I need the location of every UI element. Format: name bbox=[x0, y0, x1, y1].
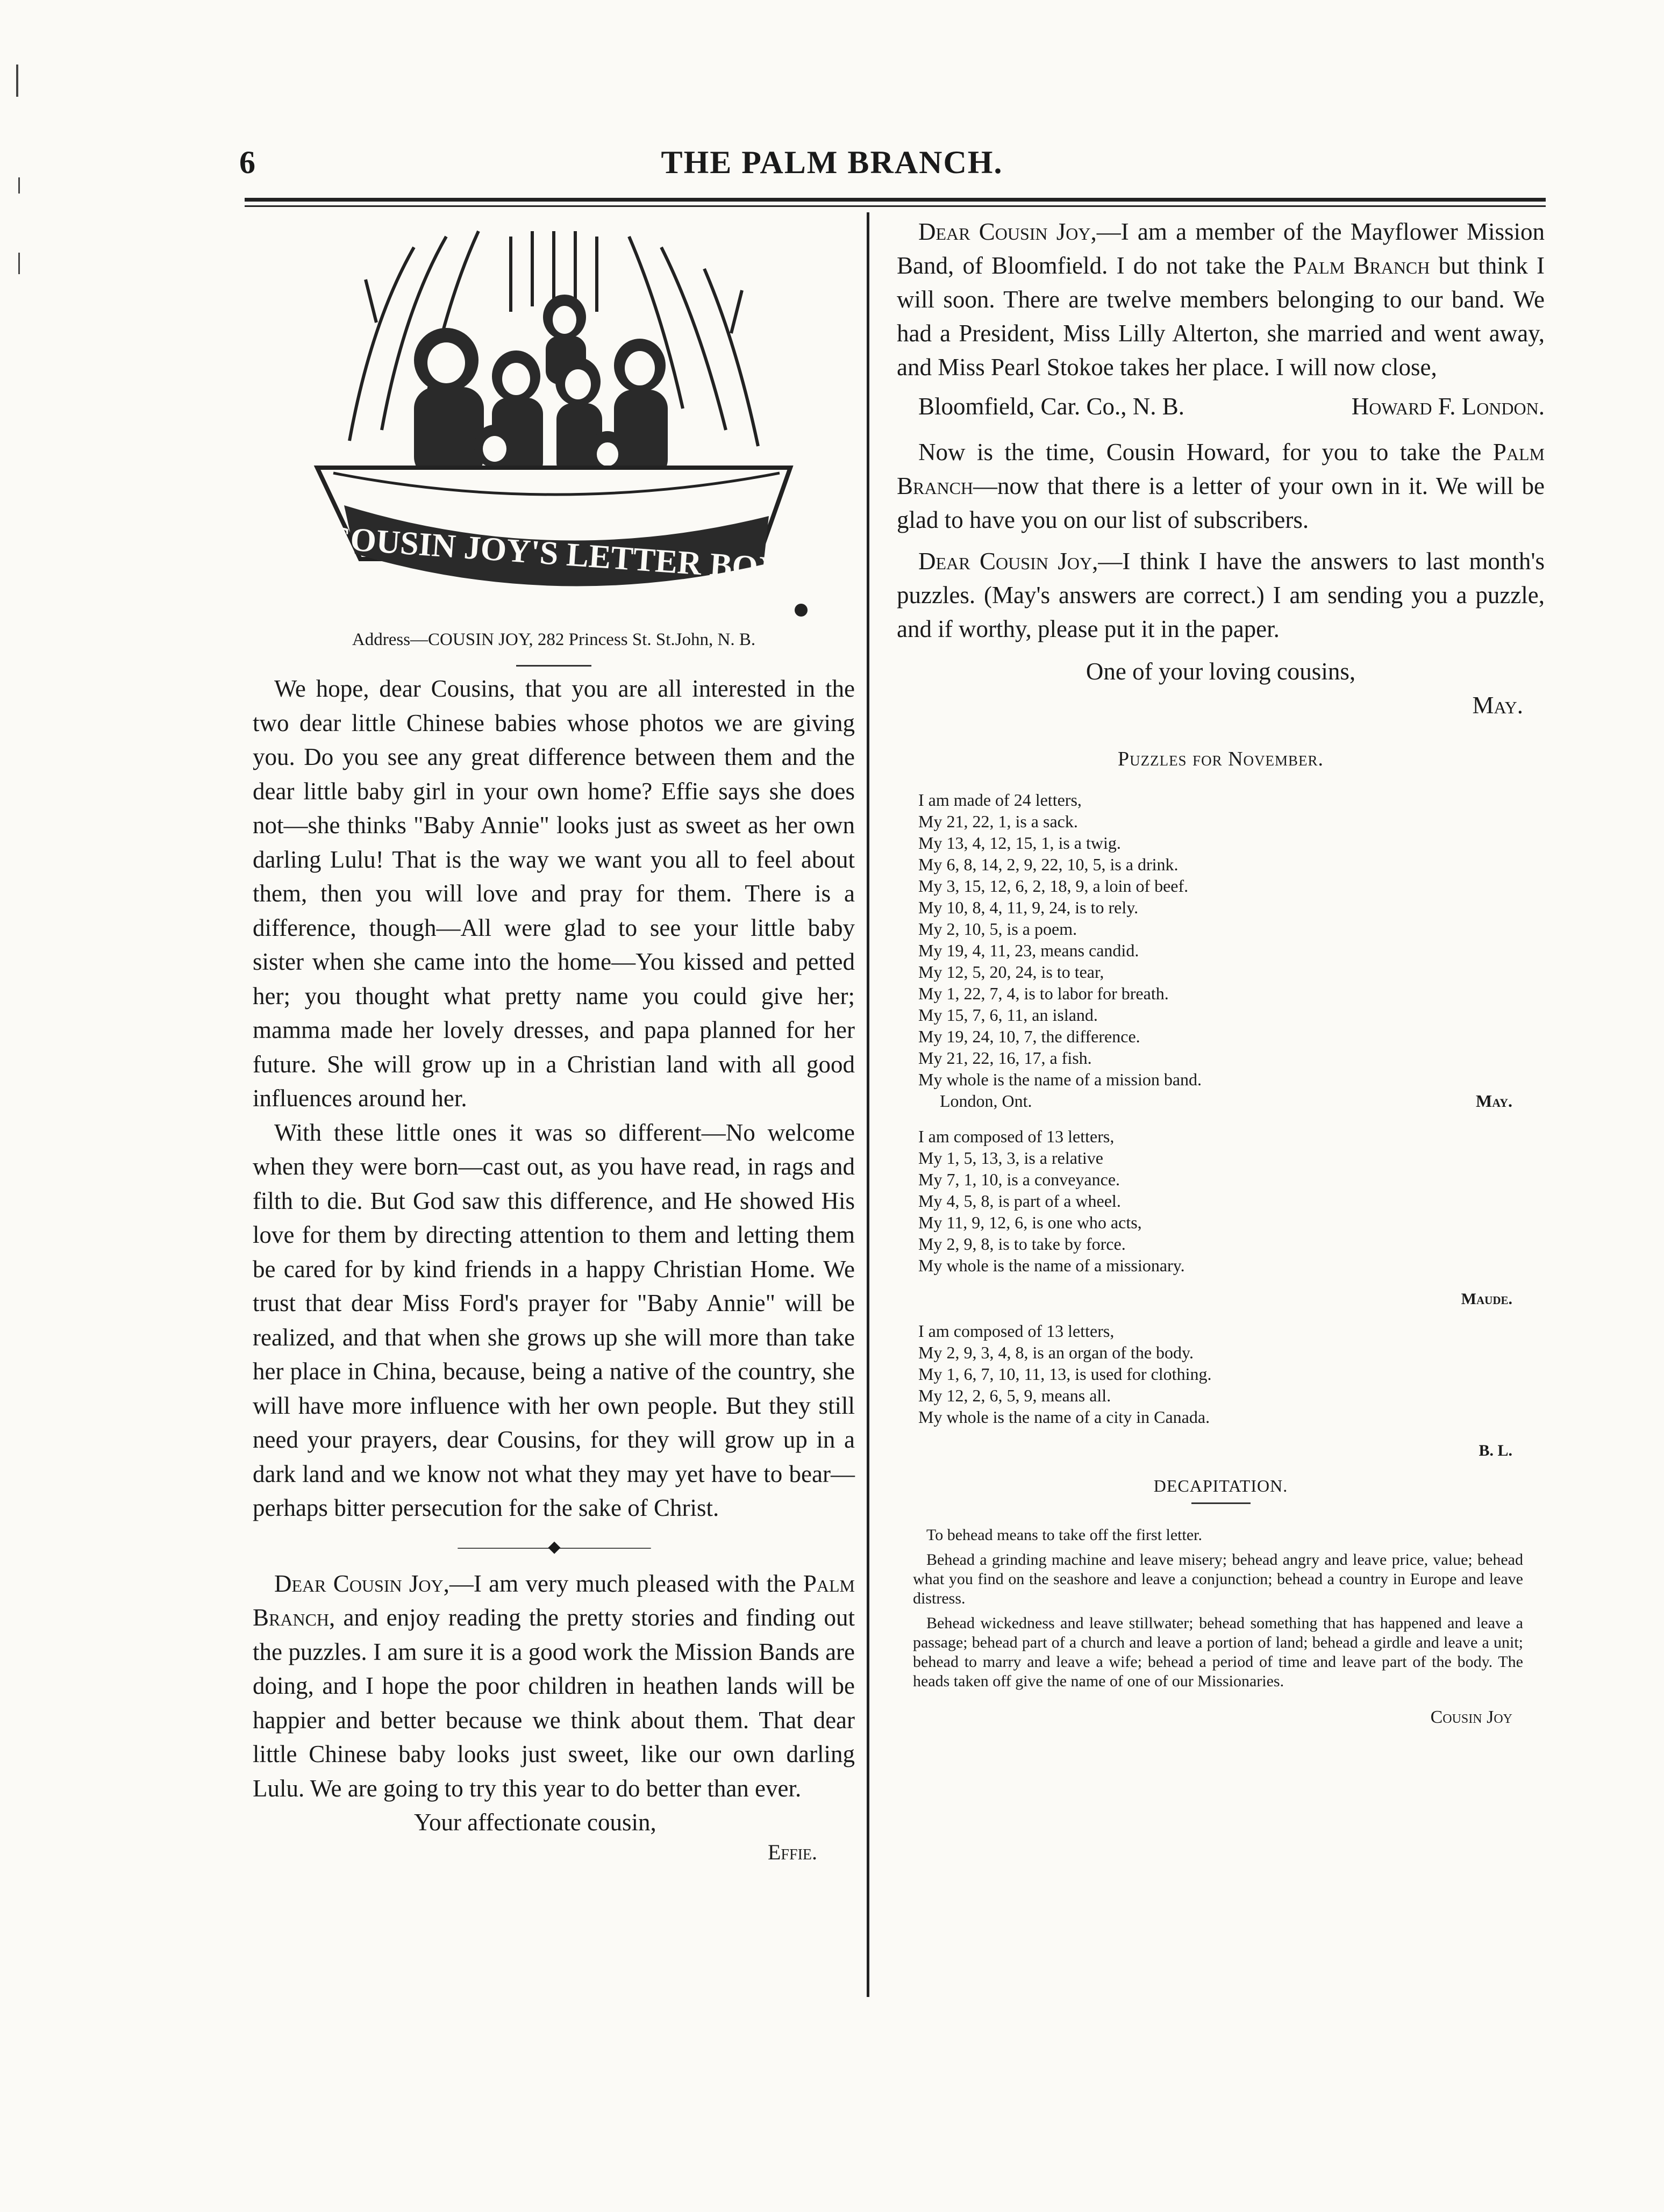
puzzle-line: My 12, 2, 6, 5, 9, means all. bbox=[918, 1386, 1111, 1405]
puzzle-line: My 2, 9, 3, 4, 8, is an organ of the body. bbox=[918, 1343, 1194, 1362]
editor-reply: Now is the time, Cousin Howard, for you to take the Palm Branch—now that there is a letter of your own in it. We will be glad to have you on our list of subscribers. bbox=[897, 439, 1545, 533]
column-divider bbox=[867, 212, 869, 1997]
puzzle-signature: B. L. bbox=[1479, 1442, 1512, 1459]
letter-signature: May. bbox=[1472, 692, 1523, 719]
decapitation-intro: To behead means to take off the first letter. bbox=[926, 1526, 1203, 1544]
page-number: 6 bbox=[239, 145, 255, 180]
editorial-paragraph-2: With these little ones it was so different—No welcome when they were born—cast out, as you have read, in rags and filth to die. But God saw this difference, and He showed His love for them by directing attention to them and letting them be cared for by kind friends in a happy Christian Home. We trust that dear Miss Ford's prayer for "Baby Annie" will be realized, and that when she grows up she will more than take her place in China, because, being a native of the country, she will have more influence with her own people. But they still need your prayers, dear Cousins, for they will grow up in a dark land and we know not what they may yet have to bear—perhaps bitter persecution for the sake of Christ. bbox=[253, 1119, 855, 1521]
running-title: THE PALM BRANCH. bbox=[661, 145, 1003, 180]
left-column bbox=[253, 215, 855, 1865]
margin-mark bbox=[18, 253, 20, 274]
puzzle-1 bbox=[918, 789, 1545, 1090]
puzzle-line: I am made of 24 letters, bbox=[918, 790, 1082, 810]
puzzle-line: My 13, 4, 12, 15, 1, is a twig. bbox=[918, 833, 1121, 853]
puzzle-line: My whole is the name of a mission band. bbox=[918, 1070, 1202, 1089]
section-ornament: ——————◆—————— bbox=[458, 1537, 650, 1556]
puzzle-3 bbox=[918, 1320, 1545, 1428]
caption-rule bbox=[516, 665, 591, 667]
puzzle-1-footer bbox=[918, 1090, 1545, 1112]
letter-salutation: Dear Cousin Joy, bbox=[274, 1570, 449, 1597]
header-rule-thin bbox=[245, 205, 1546, 207]
puzzle-signature: Maude. bbox=[1461, 1290, 1512, 1308]
effie-letter: Dear Cousin Joy,—I am very much pleased with the Palm Branch, and enjoy reading the pretty stories and finding out the puzzles. I am sure it is a good work the Mission Bands are doing, and I hope the poor children in heathen lands will be happier and better because we think about them. That dear little Chinese baby looks just sweet, like our own darling Lulu. We are going to try this year to do better than ever. bbox=[253, 1570, 855, 1802]
puzzle-line: My 15, 7, 6, 11, an island. bbox=[918, 1005, 1098, 1025]
letter-signature: Effie. bbox=[767, 1840, 817, 1864]
puzzle-line: My 6, 8, 14, 2, 9, 22, 10, 5, is a drink. bbox=[918, 855, 1179, 874]
decapitation-paragraph-2: Behead wickedness and leave stillwater; behead something that has happened and leave a passage; behead part of a church and leave a portion of land; behead a girdle and leave a unit; behead to marry and leave a wife; behead a period of time and leave part of the body. The heads taken off give the name of one of our Missionaries. bbox=[913, 1614, 1523, 1690]
puzzle-line: My 3, 15, 12, 6, 2, 18, 9, a loin of beef. bbox=[918, 876, 1189, 896]
header-rule bbox=[245, 198, 1546, 202]
decapitation-signature: Cousin Joy bbox=[1430, 1707, 1512, 1727]
puzzles-heading: Puzzles for November. bbox=[1117, 748, 1324, 770]
puzzle-line: My 1, 6, 7, 10, 11, 13, is used for clothing. bbox=[918, 1364, 1212, 1384]
howard-letter: Dear Cousin Joy,—I am a member of the Mayflower Mission Band, of Bloomfield. I do not take the Palm Branch but think I will soon. There are twelve members belonging to our band. We had a President, Miss Lilly Alterton, she married and went away, and Miss Pearl Stokoe takes her place. I will now close, bbox=[897, 218, 1545, 381]
puzzle-line: My 2, 10, 5, is a poem. bbox=[918, 919, 1077, 939]
puzzle-line: My 21, 22, 16, 17, a fish. bbox=[918, 1048, 1092, 1068]
puzzle-line: My 12, 5, 20, 24, is to tear, bbox=[918, 962, 1104, 982]
puzzle-line: I am composed of 13 letters, bbox=[918, 1127, 1115, 1146]
letter-signature: Howard F. London. bbox=[1351, 393, 1545, 420]
puzzle-place: London, Ont. bbox=[940, 1091, 1032, 1111]
editorial-paragraph-1: We hope, dear Cousins, that you are all interested in the two dear little Chinese babies whose photos we are giving you. Do you see any great difference between them and the dear little baby girl in your own home? Effie says she does not—she thinks "Baby Annie" looks just as sweet as her own darling Lulu! That is the way we want you all to feel about them, then you will love and pray for them. There is a difference, though—All were glad to see your little baby sister when she came into the home—You kissed and petted her; you thought what pretty name you could give her; mamma made her lovely dresses, and papa planned for her future. She will grow up in a Christian land with all good influences around her. bbox=[253, 675, 855, 1112]
puzzle-line: I am composed of 13 letters, bbox=[918, 1321, 1115, 1341]
right-column bbox=[897, 215, 1545, 1728]
puzzle-signature: May. bbox=[1476, 1091, 1512, 1111]
puzzle-line: My 2, 9, 8, is to take by force. bbox=[918, 1234, 1126, 1254]
puzzle-line: My 4, 5, 8, is part of a wheel. bbox=[918, 1191, 1121, 1211]
letter-address-line: Bloomfield, Car. Co., N. B. Howard F. London. bbox=[918, 390, 1545, 424]
margin-mark bbox=[16, 65, 18, 97]
puzzle-line: My 1, 5, 13, 3, is a relative bbox=[918, 1148, 1103, 1168]
letter-closing: Your affectionate cousin, bbox=[414, 1809, 656, 1836]
puzzle-line: My 7, 1, 10, is a conveyance. bbox=[918, 1170, 1120, 1189]
decapitation-paragraph-1: Behead a grinding machine and leave misery; behead angry and leave price, value; behead what you find on the seashore and leave a conjunction; behead a country in Europe and leave distress. bbox=[913, 1551, 1523, 1607]
svg-text:COUSIN JOY'S LETTER BOX: COUSIN JOY'S LETTER BOX bbox=[325, 519, 783, 588]
may-letter: Dear Cousin Joy,—I think I have the answers to last month's puzzles. (May's answers are correct.) I am sending you a puzzle, and if worthy, please put it in the paper. bbox=[897, 548, 1545, 642]
puzzle-line: My 19, 24, 10, 7, the difference. bbox=[918, 1027, 1140, 1046]
address-caption: Address—COUSIN JOY, 282 Princess St. St.John, N. B. bbox=[352, 630, 756, 649]
puzzle-line: My 10, 8, 4, 11, 9, 24, is to rely. bbox=[918, 898, 1139, 917]
decapitation-rule bbox=[1191, 1502, 1251, 1504]
cousin-joy-letter-box-illustration bbox=[285, 215, 823, 624]
letter-closing: One of your loving cousins, bbox=[1085, 658, 1356, 685]
puzzle-line: My 19, 4, 11, 23, means candid. bbox=[918, 941, 1139, 960]
puzzle-line: My 21, 22, 1, is a sack. bbox=[918, 812, 1078, 831]
decapitation-heading: DECAPITATION. bbox=[1153, 1476, 1288, 1495]
puzzle-line: My whole is the name of a city in Canada. bbox=[918, 1407, 1210, 1427]
puzzle-line: My 1, 22, 7, 4, is to labor for breath. bbox=[918, 984, 1169, 1003]
puzzle-line: My whole is the name of a missionary. bbox=[918, 1256, 1185, 1275]
puzzle-2 bbox=[918, 1126, 1545, 1276]
puzzle-line: My 11, 9, 12, 6, is one who acts, bbox=[918, 1213, 1142, 1232]
